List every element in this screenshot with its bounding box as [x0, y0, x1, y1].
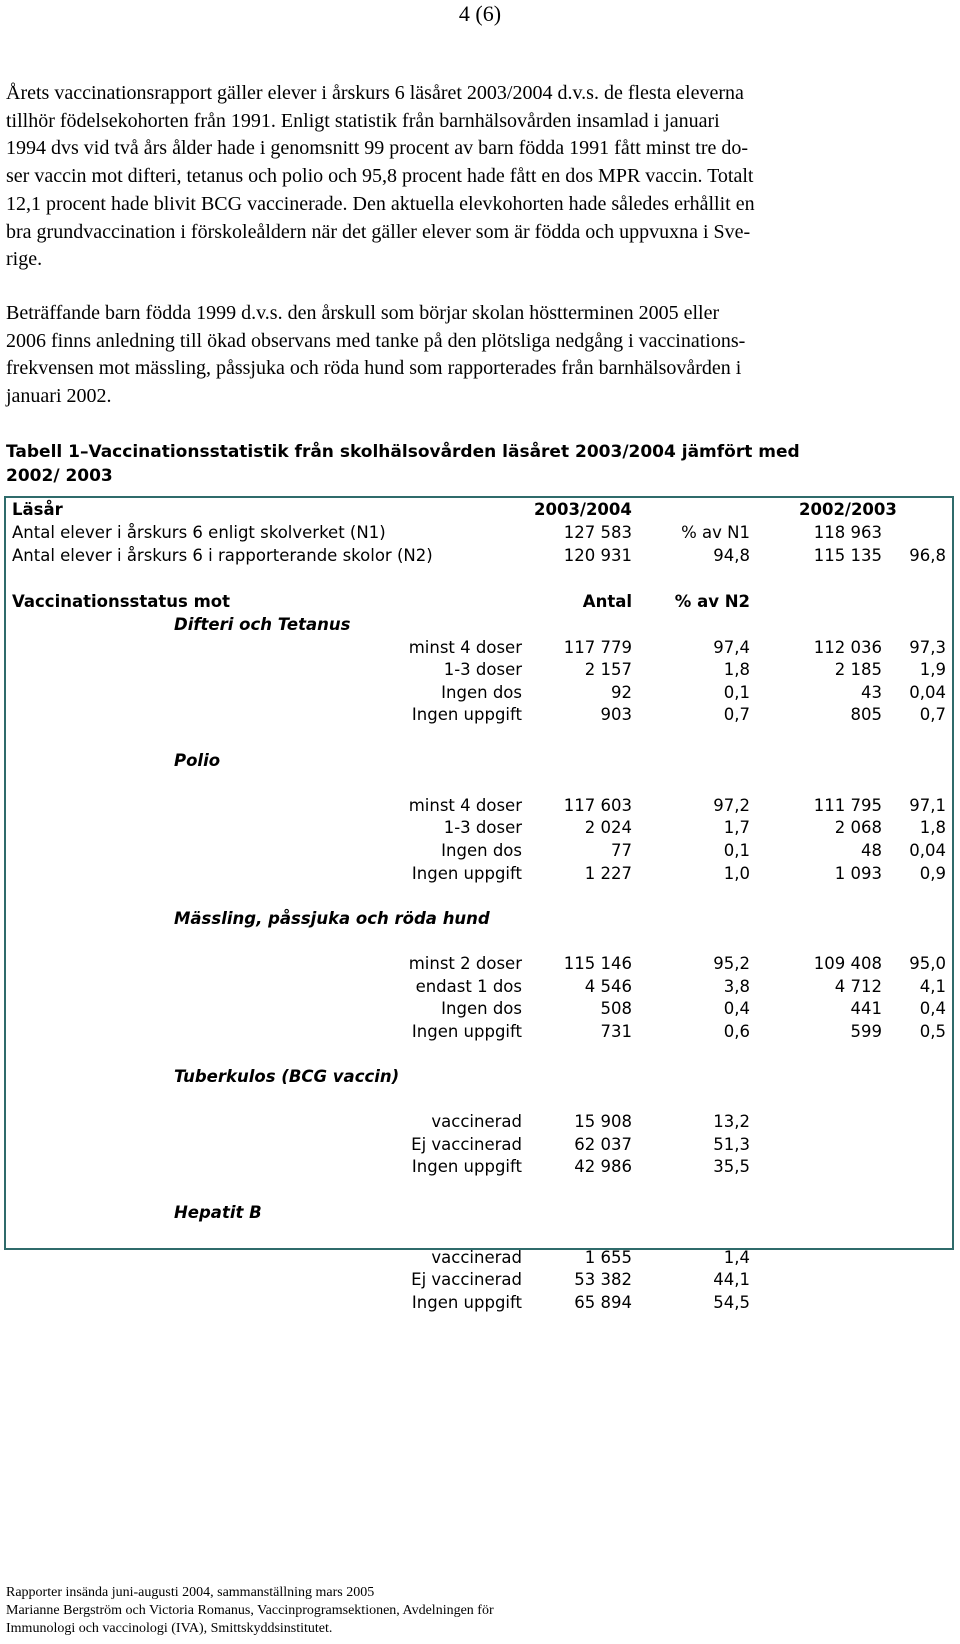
count-current: 903: [600, 705, 632, 725]
pct-previous: 0,04: [909, 841, 946, 860]
pct-current: 95,2: [713, 954, 750, 973]
table-row: [6, 794, 952, 818]
year-current-header: 2003/2004: [534, 500, 632, 519]
pct-current: 44,1: [713, 1270, 750, 1290]
count-current: 15 908: [574, 1112, 632, 1132]
pct-previous: 95,0: [909, 954, 946, 973]
footer-line: Marianne Bergström och Victoria Romanus, Vaccinprogramsektionen, Avdelningen för: [6, 1603, 494, 1618]
pct-current: 13,2: [713, 1112, 750, 1132]
count-previous: 1 093: [834, 863, 882, 883]
pct-current: 0,6: [723, 1021, 750, 1041]
n2-previous: 115 135: [813, 546, 882, 565]
table-row: [6, 997, 952, 1021]
table-row: [6, 975, 952, 999]
dose-label: Ingen dos: [441, 682, 522, 702]
count-previous: 111 795: [813, 795, 882, 815]
table-row: [6, 1268, 952, 1292]
pct-current: 51,3: [713, 1134, 750, 1154]
dose-label: Ingen uppgift: [411, 1021, 522, 1041]
n2-row: [6, 544, 952, 568]
group-header-row: [6, 907, 952, 931]
intro-paragraph: [6, 80, 755, 274]
n1-row: [6, 521, 952, 545]
count-current: 117 603: [563, 795, 632, 815]
group-name: Polio: [174, 750, 221, 770]
count-current: 1 227: [584, 863, 632, 883]
dose-label: Ingen dos: [441, 999, 522, 1019]
table-row: [6, 1020, 952, 1044]
paragraph-line: januari 2002.: [6, 385, 112, 408]
pct-previous: 0,9: [919, 863, 946, 883]
count-previous: 441: [850, 999, 882, 1019]
group-name: Mässling, påssjuka och röda hund: [174, 908, 490, 928]
count-current: 2 024: [584, 818, 632, 838]
paragraph-line: bra grundvaccination i förskoleåldern när det gäller elever som är födda och uppvuxna i Sve-: [6, 220, 751, 243]
dose-label: Ingen uppgift: [411, 705, 522, 725]
paragraph-line: rige.: [6, 248, 43, 271]
pct-previous: 0,5: [919, 1021, 946, 1041]
count-previous: 2 068: [834, 818, 882, 838]
dose-label: vaccinerad: [431, 1112, 522, 1132]
caption-line: 2002/ 2003: [6, 466, 113, 486]
observation-paragraph: [6, 300, 745, 411]
table-row: [6, 1291, 952, 1315]
table-caption: [6, 440, 954, 488]
pct-current: 1,8: [723, 660, 750, 680]
paragraph-line: 2006 finns anledning till ökad observans med tanke på den plötsliga nedgång i vaccinations-: [6, 329, 746, 352]
paragraph-line: 1994 dvs vid två års ålder hade i genomsnitt 99 procent av barn födda 1991 fått minst tre do-: [6, 137, 749, 160]
table-row: [6, 658, 952, 682]
group-header-row: [6, 613, 952, 637]
status-label: Vaccinationsstatus mot: [12, 592, 231, 611]
paragraph-line: 12,1 procent hade blivit BCG vaccinerade. Den aktuella elevkohorten hade således erhållit en: [6, 192, 755, 215]
count-previous: 4 712: [834, 976, 882, 996]
dose-label: Ej vaccinerad: [411, 1134, 522, 1154]
count-current: 65 894: [574, 1293, 632, 1312]
dose-label: 1-3 doser: [443, 818, 522, 838]
paragraph-line: tillhör födelsekohorten från 1991. Enligt statistik från barnhälsovården insamlad i januari: [6, 109, 720, 132]
pct-previous: 0,7: [919, 705, 946, 725]
count-current: 731: [600, 1021, 632, 1041]
table-header-row: [6, 498, 952, 522]
count-previous: 109 408: [813, 954, 882, 973]
count-current: 508: [600, 999, 632, 1019]
table-row: [6, 816, 952, 840]
dose-label: Ingen uppgift: [411, 863, 522, 883]
count-previous: 805: [850, 705, 882, 725]
pct-current: 97,4: [713, 637, 750, 657]
table-row: [6, 1133, 952, 1157]
group-header-row: [6, 1065, 952, 1089]
pct-current: 0,4: [723, 999, 750, 1019]
caption-line: Tabell 1–Vaccinationsstatistik från skolhälsovården läsåret 2003/2004 jämfört med: [6, 442, 800, 462]
pct-current: 1,0: [723, 863, 750, 883]
n1-previous: 118 963: [813, 523, 882, 542]
pct-previous: 1,9: [919, 660, 946, 680]
group-name: Difteri och Tetanus: [174, 615, 351, 634]
paragraph-line: ser vaccin mot difteri, tetanus och polio och 95,8 procent hade fått en dos MPR vaccin. Totalt: [6, 165, 754, 188]
dose-label: vaccinerad: [431, 1247, 522, 1267]
n1-label: Antal elever i årskurs 6 enligt skolverket (N1): [12, 523, 386, 542]
count-current: 42 986: [574, 1157, 632, 1177]
header-label: Läsår: [12, 500, 63, 519]
n1-current: 127 583: [563, 523, 632, 542]
n1-pct-label: % av N1: [681, 523, 750, 542]
table-row: [6, 1246, 952, 1270]
table-row: [6, 681, 952, 705]
table-row: [6, 703, 952, 727]
count-current: 115 146: [563, 954, 632, 973]
dose-label: Ingen dos: [441, 841, 522, 860]
table-row: [6, 839, 952, 863]
count-current: 62 037: [574, 1134, 632, 1154]
pct-previous: 4,1: [919, 976, 946, 996]
pct-current: 0,7: [723, 705, 750, 725]
count-current: 2 157: [584, 660, 632, 680]
page-number: 4 (6): [458, 1, 502, 26]
count-current: 92: [611, 682, 632, 702]
count-current: 77: [611, 841, 632, 860]
pct-current: 1,4: [723, 1247, 750, 1267]
pct-previous: 97,1: [909, 795, 946, 815]
group-name: Tuberkulos (BCG vaccin): [174, 1067, 400, 1086]
n2-current: 120 931: [563, 546, 632, 565]
pct-previous: 1,8: [919, 818, 946, 838]
count-previous: 2 185: [834, 660, 882, 680]
dose-label: 1-3 doser: [443, 660, 522, 680]
count-previous: 43: [861, 682, 882, 702]
pct-previous: 97,3: [909, 637, 946, 657]
group-header-row: [6, 1201, 952, 1225]
n2-pct-previous: 96,8: [909, 546, 946, 565]
paragraph-line: Årets vaccinationsrapport gäller elever i årskurs 6 läsåret 2003/2004 d.v.s. de flesta eleverna: [6, 82, 744, 104]
dose-label: Ingen uppgift: [411, 1293, 522, 1312]
count-current: 117 779: [563, 637, 632, 657]
count-current: 1 655: [584, 1247, 632, 1267]
group-header-row: [6, 749, 952, 773]
status-header-row: [6, 590, 952, 614]
pct-current: 1,7: [723, 818, 750, 838]
dose-label: minst 2 doser: [408, 954, 522, 973]
antal-header: Antal: [582, 592, 632, 611]
pct-previous: 0,4: [919, 999, 946, 1019]
pct-current: 97,2: [713, 795, 750, 815]
count-current: 4 546: [584, 976, 632, 996]
count-previous: 112 036: [813, 637, 882, 657]
table-row: [6, 636, 952, 660]
vaccination-statistics-table: [4, 496, 954, 1312]
dose-label: minst 4 doser: [408, 795, 522, 815]
group-name: Hepatit B: [174, 1202, 262, 1222]
table-row: [6, 1110, 952, 1134]
count-previous: 599: [850, 1021, 882, 1041]
pct-previous: 0,04: [909, 682, 946, 702]
table-row: [6, 862, 952, 886]
dose-label: endast 1 dos: [415, 976, 522, 996]
dose-label: minst 4 doser: [408, 637, 522, 657]
dose-label: Ingen uppgift: [411, 1157, 522, 1177]
pct-current: 35,5: [713, 1157, 750, 1177]
n2-label: Antal elever i årskurs 6 i rapporterande skolor (N2): [12, 546, 433, 565]
paragraph-line: frekvensen mot mässling, påssjuka och röda hund som rapporterades från barnhälsovården i: [6, 357, 742, 380]
pct-current: 54,5: [713, 1293, 750, 1312]
n2-pct-current: 94,8: [713, 546, 750, 565]
pct-n2-header: % av N2: [674, 592, 750, 611]
table-row: [6, 952, 952, 976]
pct-current: 0,1: [723, 841, 750, 860]
footer-line: Rapporter insända juni-augusti 2004, sammanställning mars 2005: [6, 1585, 375, 1600]
pct-current: 0,1: [723, 682, 750, 702]
table-row: [6, 1155, 952, 1179]
count-current: 53 382: [574, 1270, 632, 1290]
count-previous: 48: [861, 841, 882, 860]
pct-current: 3,8: [723, 976, 750, 996]
dose-label: Ej vaccinerad: [411, 1270, 522, 1290]
year-previous-header: 2002/2003: [799, 500, 897, 519]
footer-line: Immunologi och vaccinologi (IVA), Smittskyddsinstitutet.: [6, 1621, 333, 1636]
paragraph-line: Beträffande barn födda 1999 d.v.s. den årskull som börjar skolan höstterminen 2005 eller: [6, 302, 720, 324]
